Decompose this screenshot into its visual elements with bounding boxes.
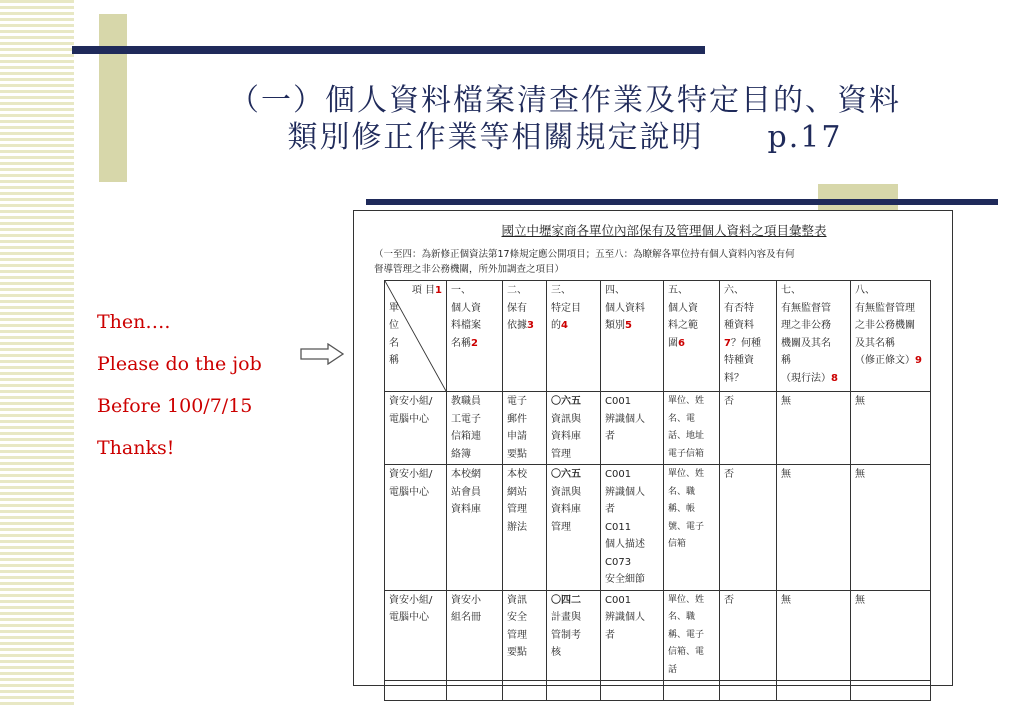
header-cell [447, 281, 503, 392]
table-row [385, 590, 931, 681]
side-note-line: Before 100/7/15 [97, 395, 253, 417]
unit-cell [385, 392, 447, 465]
cell-text: 本校 [507, 469, 527, 480]
cell-text: 管理 [551, 521, 571, 533]
cell-text: C011 [605, 521, 632, 533]
cell-text: 單位、姓 [668, 469, 705, 479]
supervise-current-cell: 無 [777, 465, 851, 591]
category-cell [601, 392, 664, 465]
header-cell [664, 281, 720, 392]
header-text: ？何種 [730, 337, 761, 349]
title-rule-bar [72, 46, 705, 54]
header-text: 及其名稱 [855, 337, 895, 349]
supervise-revised-cell: 無 [851, 392, 931, 465]
cell-text: 要點 [507, 448, 527, 460]
unit-cell [385, 465, 447, 591]
supervise-current-cell: 無 [777, 392, 851, 465]
empty-cell [851, 681, 931, 701]
header-text: 圍 [668, 337, 678, 349]
scanned-document [353, 210, 953, 686]
cell-text: 管理 [551, 448, 571, 460]
scope-cell [664, 392, 720, 465]
cell-text: 〇四二 [551, 594, 581, 606]
document-rule-bar [366, 199, 998, 205]
cell-text: 絡簿 [451, 448, 471, 460]
cell-text: 單位、姓 [668, 594, 705, 605]
cell-text: 組名冊 [451, 612, 481, 623]
cell-text: 安全細節 [605, 574, 645, 585]
side-note [97, 312, 262, 480]
header-text: 種資料 [724, 320, 754, 331]
header-num: 5 [625, 320, 632, 331]
header-text: 機關及其名 [781, 337, 831, 349]
cell-text: C001 [605, 469, 632, 480]
cell-text: 個人描述 [605, 539, 645, 550]
cell-text: 者 [605, 431, 615, 442]
cell-text: 計畫與 [551, 612, 581, 623]
cell-text: 資訊 [507, 594, 527, 606]
slide-title-line2: 類別修正作業等相關規定說明 p.17 [287, 120, 843, 155]
document-title: 國立中壢家商各單位內部保有及管理個人資料之項目彙整表 [501, 223, 827, 238]
diagonal-line [385, 281, 446, 391]
header-cell [851, 281, 931, 392]
header-text: 特定目 [551, 302, 581, 314]
header-cell [547, 281, 601, 392]
cell-text: 管理 [507, 629, 527, 641]
basis-cell [503, 465, 547, 591]
cell-text: 電子信箱 [668, 448, 705, 459]
header-text: 三、 [551, 285, 571, 296]
side-note-line: Thanks! [97, 437, 175, 459]
document-note [374, 247, 944, 277]
purpose-cell [547, 392, 601, 465]
side-note-line: Then…. [97, 311, 171, 333]
cell-text: 名、電 [668, 413, 696, 424]
header-cell [601, 281, 664, 392]
basis-cell [503, 392, 547, 465]
cell-text: 信箱、電 [668, 647, 705, 657]
header-text: 之非公務機關 [855, 320, 915, 331]
header-num: 2 [471, 337, 478, 349]
cell-text: 稱、帳 [668, 504, 696, 514]
cell-text: 〇六五 [551, 396, 581, 407]
header-text: 有無監督管 [781, 302, 831, 314]
cell-text: 稱、電子 [668, 629, 705, 640]
basis-cell [503, 590, 547, 681]
cell-text: 名、職 [668, 486, 696, 497]
cell-text: 資訊與 [551, 486, 581, 498]
header-text: 料？ [724, 372, 744, 384]
cell-text: 信箱 [668, 539, 687, 549]
special-cell: 否 [720, 465, 777, 591]
header-text: 料檔案 [451, 320, 481, 331]
header-text: 名稱 [451, 337, 471, 349]
cell-text: 號、電子 [668, 521, 705, 532]
header-cell [777, 281, 851, 392]
cell-text: 郵件 [507, 413, 527, 425]
cell-text: 話 [668, 664, 678, 675]
category-cell [601, 465, 664, 591]
header-num: 3 [527, 320, 534, 331]
header-text: 個人資料 [605, 302, 645, 314]
header-text: 有否特 [724, 302, 754, 314]
cell-text: 資安小組/ [389, 594, 433, 606]
header-text: 五、 [668, 285, 688, 296]
header-text: 類別 [605, 320, 625, 331]
cell-text: 資安小 [451, 594, 481, 606]
empty-cell [664, 681, 720, 701]
header-text: 個人資 [668, 302, 698, 314]
cell-text: 核 [551, 647, 561, 658]
cell-text: C001 [605, 594, 632, 606]
cell-text: 電腦中心 [389, 612, 429, 623]
cell-text: 工電子 [451, 413, 481, 425]
cell-text: 〇六五 [551, 469, 581, 480]
header-cell [503, 281, 547, 392]
special-cell: 否 [720, 590, 777, 681]
cell-text: 資料庫 [451, 504, 481, 515]
right-arrow-icon [300, 343, 344, 365]
cell-text: 辨識個人 [605, 612, 645, 623]
table-row-empty [385, 681, 931, 701]
corner-left-label: 名 [389, 337, 399, 349]
cell-text: 資訊與 [551, 413, 581, 425]
header-text: （修正條文） [855, 355, 915, 366]
table-row [385, 392, 931, 465]
header-text: 保有 [507, 302, 527, 314]
file-cell [447, 465, 503, 591]
cell-text: 本校網 [451, 469, 481, 480]
empty-cell [447, 681, 503, 701]
table-row [385, 465, 931, 591]
empty-cell [385, 681, 447, 701]
header-text: 八、 [855, 285, 875, 296]
header-text: 依據 [507, 320, 527, 331]
decorative-khaki-block [99, 14, 127, 182]
cell-text: 管理 [507, 504, 527, 515]
header-text: 個人資 [451, 302, 481, 314]
header-text: 有無監督管理 [855, 302, 915, 314]
cell-text: C073 [605, 556, 632, 568]
cell-text: C001 [605, 396, 632, 407]
slide-title-line1: （一）個人資料檔案清查作業及特定目的、資料 [229, 83, 901, 118]
corner-left-label: 位 [389, 320, 399, 331]
cell-text: 網站 [507, 486, 527, 498]
table-header-row [385, 281, 931, 392]
unit-cell [385, 590, 447, 681]
cell-text: 資料庫 [551, 431, 581, 442]
inventory-table [384, 280, 931, 701]
cell-text: 辨識個人 [605, 486, 645, 498]
decorative-stripes [0, 0, 74, 708]
header-num: 4 [561, 320, 568, 331]
header-text: 六、 [724, 285, 744, 296]
empty-cell [720, 681, 777, 701]
scope-cell [664, 590, 720, 681]
corner-left-label: 稱 [389, 355, 399, 366]
corner-header-cell [385, 281, 447, 392]
document-note-line: 督導管理之非公務機關，所外加調查之項目） [374, 264, 565, 275]
cell-text: 申請 [507, 431, 527, 442]
cell-text: 辨識個人 [605, 413, 645, 425]
cell-text: 電子 [507, 396, 527, 407]
purpose-cell [547, 465, 601, 591]
header-num: 8 [831, 372, 838, 384]
supervise-revised-cell: 無 [851, 590, 931, 681]
cell-text: 教職員 [451, 396, 481, 407]
cell-text: 話、地址 [668, 431, 705, 441]
supervise-revised-cell: 無 [851, 465, 931, 591]
cell-text: 信箱連 [451, 431, 481, 442]
corner-top-label: 項 目 [411, 285, 436, 296]
cell-text: 要點 [507, 647, 527, 658]
empty-cell [777, 681, 851, 701]
file-cell [447, 392, 503, 465]
header-text: （現行法） [781, 372, 831, 384]
supervise-current-cell: 無 [777, 590, 851, 681]
cell-text: 資安小組/ [389, 396, 433, 407]
special-cell: 否 [720, 392, 777, 465]
header-text: 理之非公務 [781, 320, 831, 331]
cell-text: 資料庫 [551, 504, 581, 515]
header-num: 7 [724, 337, 731, 349]
header-text: 四、 [605, 285, 625, 296]
cell-text: 管制考 [551, 629, 581, 641]
cell-text: 者 [605, 504, 615, 515]
file-cell [447, 590, 503, 681]
cell-text: 名、職 [668, 612, 696, 622]
cell-text: 站會員 [451, 486, 481, 498]
header-text: 稱 [781, 355, 791, 366]
empty-cell [601, 681, 664, 701]
category-cell [601, 590, 664, 681]
scope-cell [664, 465, 720, 591]
header-text: 二、 [507, 285, 527, 296]
header-text: 料之範 [668, 320, 698, 331]
slide-title [130, 82, 1000, 156]
cell-text: 者 [605, 629, 615, 641]
cell-text: 安全 [507, 612, 527, 623]
header-num: 9 [915, 355, 922, 366]
empty-cell [547, 681, 601, 701]
corner-top-num: 1 [435, 285, 442, 296]
cell-text: 辦法 [507, 521, 527, 533]
header-text: 七、 [781, 285, 801, 296]
header-num: 6 [678, 337, 685, 349]
header-text: 特種資 [724, 355, 754, 366]
corner-left-label: 單 [389, 302, 399, 314]
cell-text: 資安小組/ [389, 469, 433, 480]
cell-text: 單位、姓 [668, 396, 705, 406]
header-text: 的 [551, 320, 561, 331]
document-note-line: （一至四：為新修正個資法第17條規定應公開項目；五至八：為瞭解各單位持有個人資料內容及有何 [374, 249, 795, 260]
cell-text: 電腦中心 [389, 486, 429, 498]
cell-text: 電腦中心 [389, 413, 429, 425]
side-note-line: Please do the job [97, 353, 262, 375]
empty-cell [503, 681, 547, 701]
header-cell [720, 281, 777, 392]
purpose-cell [547, 590, 601, 681]
header-text: 一、 [451, 285, 471, 296]
